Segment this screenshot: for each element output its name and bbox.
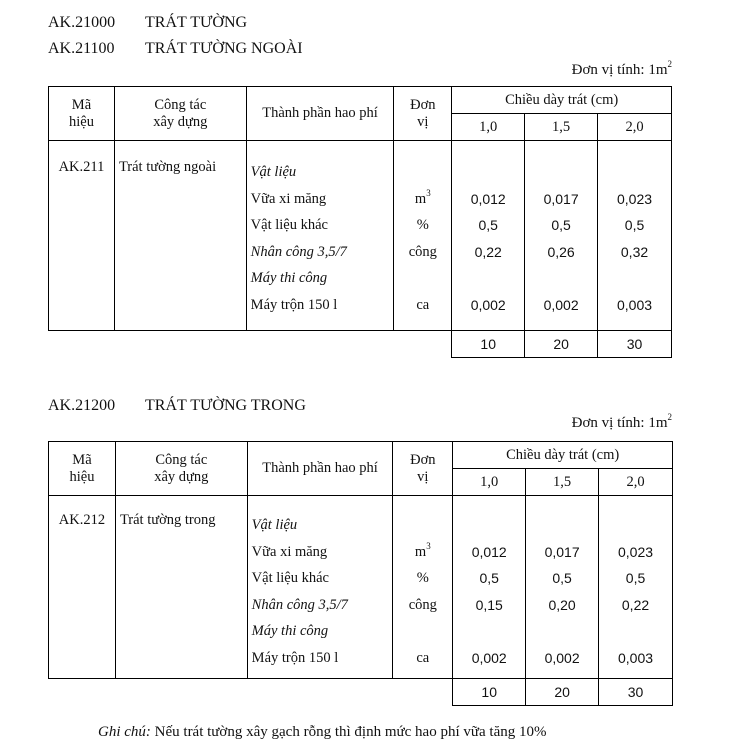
header-chieu-day: Chiều dày trát (cm) (452, 87, 672, 114)
value-cell: 0,15 (475, 596, 503, 613)
value-cell: 0,22 (474, 243, 502, 260)
col-value-1-5 (525, 141, 598, 331)
footnote-text: Nếu trát tường xây gạch rỗng thì định mức hao phí vữa tăng 10% (150, 724, 547, 740)
component-name: Nhân công 3,5/7 (250, 243, 347, 260)
component-name: Máy thi công (250, 270, 328, 286)
header-thanh-phan: Thành phần hao phí (247, 442, 393, 496)
unit-label-1: Đơn vị tính: $1m^2$ (571, 59, 672, 78)
col-value-2-0 (599, 496, 673, 679)
value-cell: 0,002 (543, 296, 579, 313)
value-cell: 0,5 (478, 217, 498, 233)
unit-cell: công (408, 596, 437, 613)
footer-code: 10 (452, 331, 525, 358)
section-title-trat-tuong-trong: TRÁT TƯỜNG TRONG (145, 397, 306, 414)
section-title-trat-tuong-ngoai: TRÁT TƯỜNG NGOÀI (145, 40, 303, 57)
unit-cell: công (408, 243, 437, 260)
col-components (246, 141, 394, 331)
component-name: Vật liệu (250, 164, 297, 180)
header-don-vi: Đơn vị (394, 87, 452, 141)
footer-code: 30 (599, 679, 673, 706)
unit-cell (394, 265, 451, 292)
unit-cell: ca (416, 649, 430, 666)
component-name: Vật liệu khác (251, 570, 329, 586)
footnote-label: Ghi chú: (98, 724, 151, 740)
thickness-2-0: 2,0 (598, 114, 672, 141)
value-cell: 0,012 (471, 543, 507, 560)
header-ma-hieu: Mã hiệu (49, 442, 116, 496)
col-value-2-0 (598, 141, 672, 331)
row-code: AK.212 (49, 496, 116, 679)
unit-label-2: Đơn vị tính: $1m^2$ (571, 412, 672, 431)
col-components (247, 496, 393, 679)
footer-code: 30 (598, 331, 672, 358)
thickness-2-0: 2,0 (599, 469, 673, 496)
header-cong-tac: Công tác xây dựng (115, 442, 247, 496)
component-name: Máy trộn 150 l (250, 296, 338, 313)
unit-cell (393, 512, 452, 539)
unit-cell: $m^3$ (414, 540, 431, 560)
value-cell: 0,017 (544, 543, 580, 560)
footer-code: 20 (526, 679, 599, 706)
footer-code: 10 (453, 679, 526, 706)
value-cell: 0,003 (618, 649, 654, 666)
component-name: Máy thi công (251, 623, 329, 639)
unit-cell: $m^3$ (414, 187, 431, 207)
unit-cell (394, 159, 451, 186)
section-code-ak21100: AK.21100 (48, 40, 115, 57)
value-cell: 0,26 (547, 243, 575, 260)
thickness-1-5: 1,5 (526, 469, 599, 496)
section-code-ak21200: AK.21200 (48, 397, 116, 414)
value-cell: 0,22 (621, 596, 650, 613)
component-name: Vữa xi măng (251, 543, 328, 560)
row-work: Trát tường ngoài (114, 141, 246, 331)
value-cell: 0,5 (551, 217, 571, 233)
component-name: Máy trộn 150 l (251, 649, 339, 666)
component-name: Nhân công 3,5/7 (251, 596, 348, 613)
header-don-vi: Đơn vị (393, 442, 453, 496)
footnote (98, 724, 546, 741)
row-code: AK.211 (49, 141, 115, 331)
component-name: Vật liệu khác (250, 217, 328, 233)
component-name: Vật liệu (251, 517, 298, 533)
row-work: Trát tường trong (115, 496, 247, 679)
header-chieu-day: Chiều dày trát (cm) (453, 442, 673, 469)
value-cell: 0,32 (620, 243, 649, 260)
header-thanh-phan: Thành phần hao phí (246, 87, 394, 141)
col-value-1-0 (453, 496, 526, 679)
value-cell: 0,012 (470, 190, 506, 207)
value-cell: 0,002 (471, 649, 507, 666)
value-cell: 0,003 (617, 296, 653, 313)
component-name: Vữa xi măng (250, 190, 327, 207)
value-cell: 0,5 (625, 570, 646, 586)
col-units (394, 141, 452, 331)
norm-table-trong (48, 441, 673, 706)
value-cell: 0,5 (624, 217, 645, 233)
section-code-ak21000: AK.21000 (48, 14, 116, 31)
value-cell: 0,023 (618, 543, 654, 560)
thickness-1-5: 1,5 (525, 114, 598, 141)
header-ma-hieu: Mã hiệu (49, 87, 115, 141)
col-units (393, 496, 453, 679)
col-value-1-5 (526, 496, 599, 679)
value-cell: 0,20 (548, 596, 576, 613)
value-cell: 0,017 (543, 190, 579, 207)
col-value-1-0 (452, 141, 525, 331)
header-cong-tac: Công tác xây dựng (114, 87, 246, 141)
value-cell: 0,002 (470, 296, 506, 313)
norm-table-ngoai (48, 86, 672, 358)
thickness-1-0: 1,0 (452, 114, 525, 141)
section-title-trat-tuong: TRÁT TƯỜNG (145, 14, 248, 31)
thickness-1-0: 1,0 (453, 469, 526, 496)
value-cell: 0,5 (479, 570, 499, 586)
unit-cell (393, 618, 452, 645)
unit-cell: % (416, 570, 429, 586)
value-cell: 0,002 (544, 649, 580, 666)
footer-code: 20 (525, 331, 598, 358)
value-cell: 0,5 (552, 570, 572, 586)
unit-cell: % (416, 217, 429, 233)
unit-cell: ca (416, 296, 430, 313)
value-cell: 0,023 (617, 190, 653, 207)
